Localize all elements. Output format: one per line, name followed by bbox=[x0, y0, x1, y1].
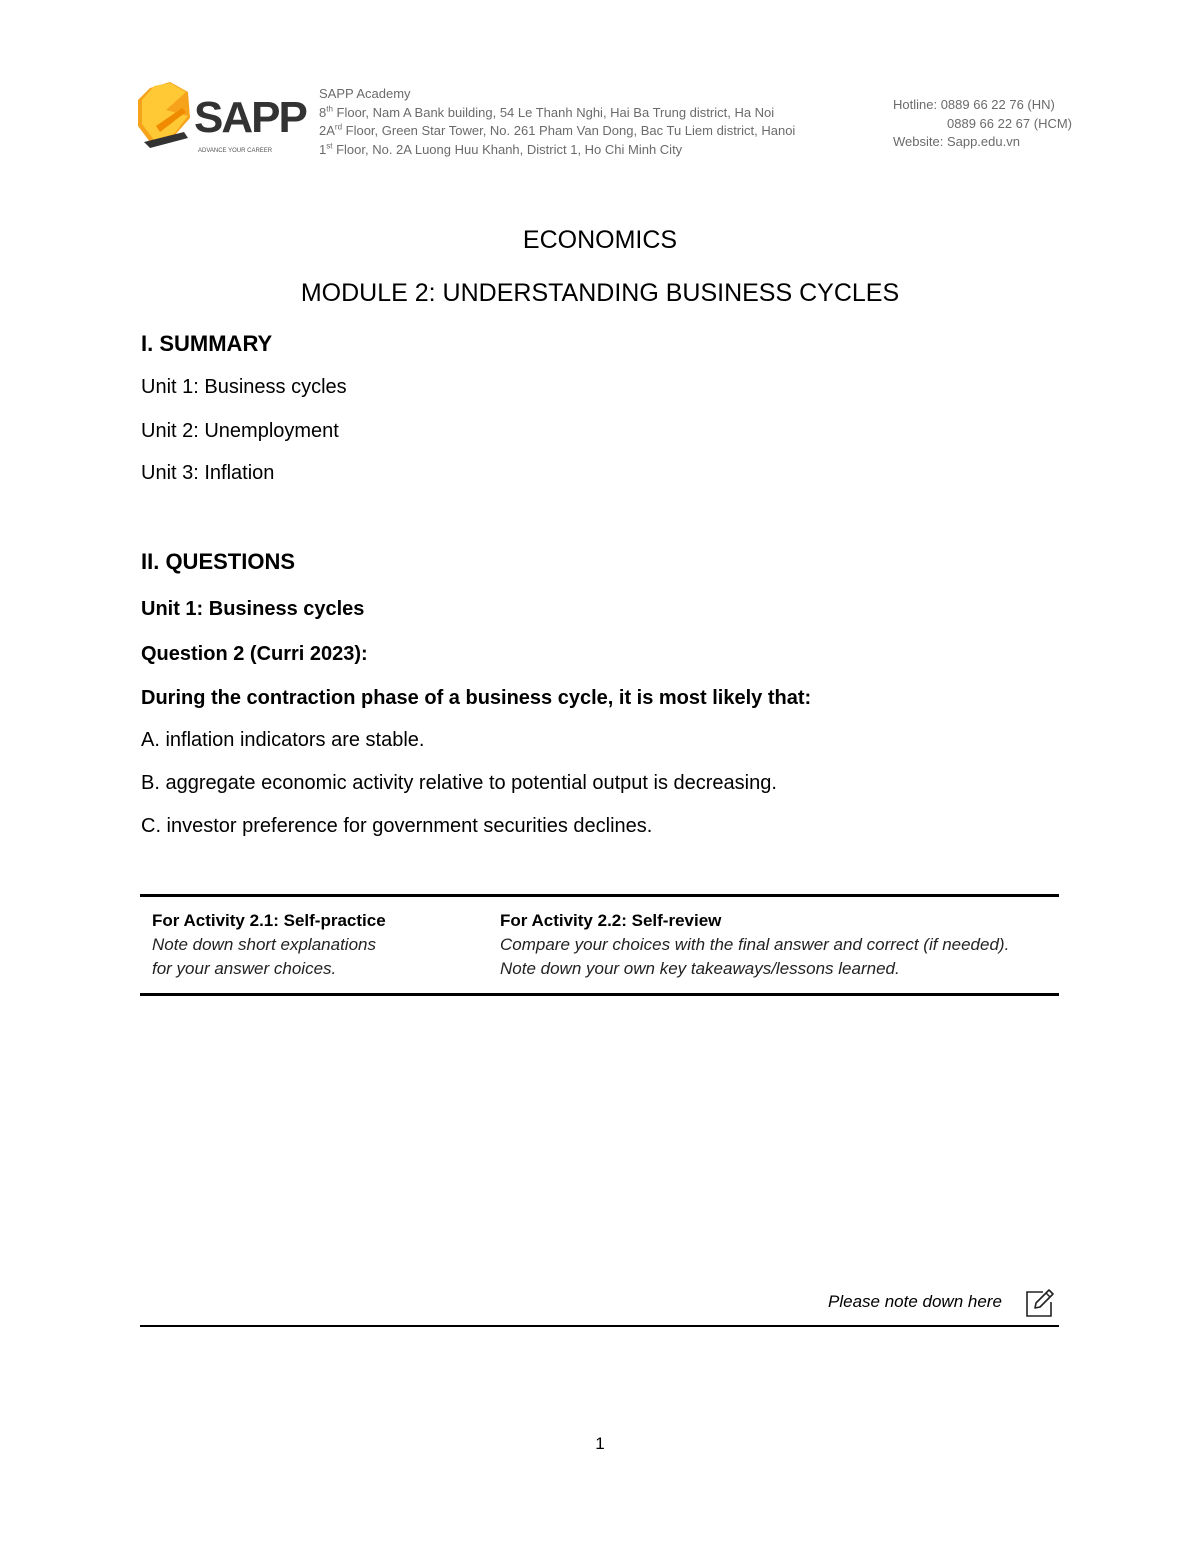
activity-2-2-title: For Activity 2.2: Self-review bbox=[500, 911, 722, 930]
activity-2-2-line: Note down your own key takeaways/lessons learned. bbox=[500, 959, 900, 978]
logo-wordmark: SAPP bbox=[194, 93, 306, 142]
unit-heading: Unit 1: Business cycles bbox=[141, 598, 365, 620]
hotline-hcm: 0889 66 22 67 (HCM) bbox=[947, 115, 1073, 131]
edit-note-icon bbox=[1023, 1286, 1057, 1320]
summary-heading: I. SUMMARY bbox=[141, 331, 273, 356]
activity-2-1-title: For Activity 2.1: Self-practice bbox=[152, 911, 386, 930]
page-number: 1 bbox=[595, 1434, 605, 1453]
activity-2-1-line: for your answer choices. bbox=[152, 959, 337, 978]
activity-2-1-line: Note down short explanations bbox=[152, 935, 376, 954]
org-name: SAPP Academy bbox=[319, 86, 411, 101]
unit-item: Unit 3: Inflation bbox=[141, 462, 275, 484]
question-label: Question 2 (Curri 2023): bbox=[141, 643, 368, 665]
contact-block bbox=[893, 96, 1072, 152]
address-line: $2A^{rd}$ Floor, Green Star Tower, No. 261 Pham Van Dong, Bac Tu Liem district, Hanoi bbox=[319, 122, 796, 138]
document-title: ECONOMICS bbox=[522, 226, 678, 254]
answer-option-c: C. investor preference for government securities declines. bbox=[141, 815, 653, 837]
address-line: 1st Floor, No. 2A Luong Huu Khanh, District 1, Ho Chi Minh City bbox=[319, 141, 683, 157]
notes-rule bbox=[140, 1325, 1059, 1327]
sapp-logo bbox=[136, 82, 306, 156]
question-stem: During the contraction phase of a business cycle, it is most likely that: bbox=[141, 687, 812, 709]
activity-2-1 bbox=[152, 909, 386, 981]
activity-top-rule bbox=[140, 894, 1059, 897]
activity-2-2-line: Compare your choices with the final answer and correct (if needed). bbox=[500, 935, 1010, 954]
activity-2-2 bbox=[500, 909, 1009, 981]
module-title: MODULE 2: UNDERSTANDING BUSINESS CYCLES bbox=[300, 279, 900, 307]
activity-bottom-rule bbox=[140, 993, 1059, 996]
answer-option-b: B. aggregate economic activity relative to potential output is decreasing. bbox=[141, 772, 777, 794]
website: Website: Sapp.edu.vn bbox=[893, 134, 1020, 149]
questions-heading: II. QUESTIONS bbox=[141, 549, 296, 574]
address-line: 8th Floor, Nam A Bank building, 54 Le Thanh Nghi, Hai Ba Trung district, Ha Noi bbox=[319, 104, 775, 120]
logo-tagline: ADVANCE YOUR CAREER bbox=[198, 148, 273, 154]
answer-option-a: A. inflation indicators are stable. bbox=[141, 729, 425, 751]
note-label: Please note down here bbox=[828, 1292, 1002, 1311]
address-block bbox=[319, 85, 795, 159]
hotline-hn: Hotline: 0889 66 22 76 (HN) bbox=[893, 97, 1055, 112]
unit-item: Unit 2: Unemployment bbox=[141, 420, 339, 442]
unit-item: Unit 1: Business cycles bbox=[141, 376, 347, 398]
